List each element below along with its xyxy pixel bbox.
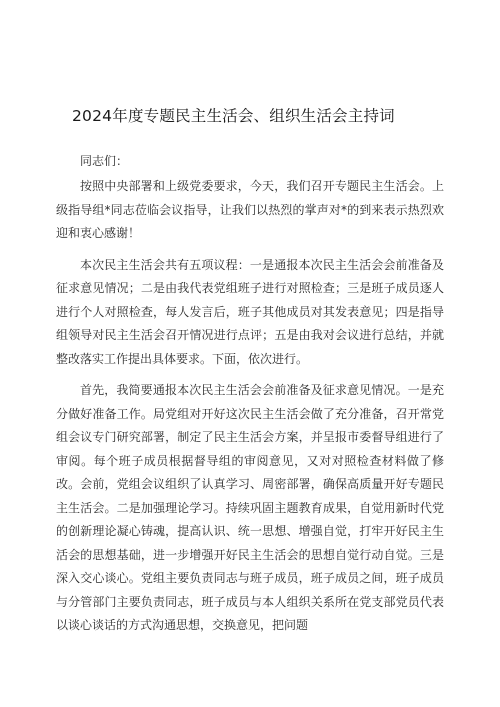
document-title: 2024年度专题民主生活会、组织生活会主持词 <box>72 107 395 125</box>
salutation: 同志们： <box>80 154 129 168</box>
paragraph-preparation: 首先，我简要通报本次民主生活会会前准备及征求意见情况。一是充分做好准备工作。局党组对开好这次民主生活会做了充分准备，召开常党组会议专门研究部署，制定了民主生活会方案，并呈报市委督导组进行了审阅。每个班子成员根据督导组的审阅意见，又对对照检查材料做了修改。会前，党组会议组织了认真学习、周密部署，确保高质量开好专题民主生活会。二是加强理论学习。持续巩固主题教育成果，自觉用新时代党的创新理论凝心铸魂，提高认识、统一思想、增强自觉，打牢开好民主生活会的思想基础，进一步增强开好民主生活会的思想自觉行动自觉。三是深入交心谈心。党组主要负责同志与班子成员，班子成员之间，班子成员与分管部门主要负责同志，班子成员与本人组织关系所在党支部党员代表以谈心谈话的方式沟通思想，交换意见，把问题 <box>56 383 444 632</box>
paragraph-agenda: 本次民主生活会共有五项议程：一是通报本次民主生活会会前准备及征求意见情况；二是由我代表党组班子进行对照检查；三是班子成员逐人进行个人对照检查，每人发言后，班子其他成员对其发表意见；四是指导组领导对民主生活会召开情况进行点评；五是由我对会议进行总结，并就整改落实工作提出具体要求。下面，依次进行。 <box>56 257 444 366</box>
paragraph-opening: 按照中央部署和上级党委要求，今天，我们召开专题民主生活会。上级指导组*同志莅临会议指导，让我们以热烈的掌声对*的到来表示热烈欢迎和衷心感谢！ <box>56 179 444 240</box>
